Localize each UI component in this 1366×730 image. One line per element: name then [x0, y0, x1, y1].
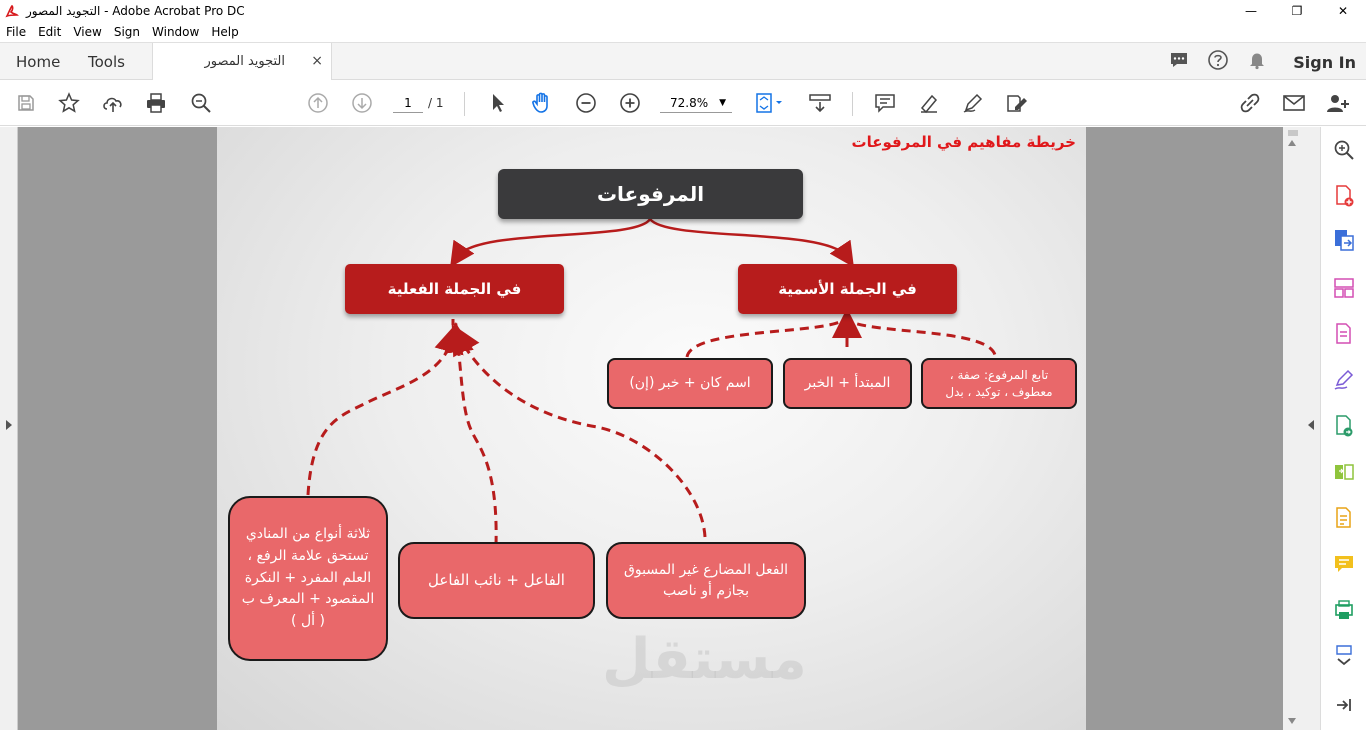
page-down-icon[interactable] [350, 91, 374, 115]
kana-inna-node: اسم كان + خبر (إن) [607, 358, 773, 409]
main-toolbar [0, 80, 1366, 126]
compare-icon[interactable] [1332, 460, 1356, 484]
menu-view[interactable]: View [73, 25, 102, 39]
menu-window[interactable]: Window [152, 25, 200, 39]
page-up-icon[interactable] [306, 91, 330, 115]
fill-sign-icon[interactable] [1332, 368, 1356, 392]
send-review-icon[interactable] [1332, 414, 1356, 438]
menu-edit[interactable]: Edit [38, 25, 62, 39]
toolbar-divider [464, 92, 465, 116]
close-tab-button[interactable]: × [311, 53, 323, 69]
page-number-input[interactable]: 1 [393, 93, 423, 113]
nominal-sentence-node: في الجملة الأسمية [738, 264, 957, 314]
zoom-in-icon[interactable] [618, 91, 642, 115]
bookmark-star-icon[interactable] [57, 91, 81, 115]
comment-icon[interactable] [1332, 552, 1356, 576]
upload-icon[interactable] [101, 91, 125, 115]
menu-file[interactable]: File [6, 25, 27, 39]
search-zoom-icon[interactable] [189, 91, 213, 115]
help-icon[interactable] [1207, 49, 1229, 75]
menu-sign[interactable]: Sign [113, 25, 141, 39]
window-controls [1228, 0, 1366, 22]
connector-verbal-left [308, 337, 453, 495]
scroll-down-icon[interactable] [1288, 717, 1296, 726]
fail-naib-node: الفاعل + نائب الفاعل [398, 542, 595, 619]
scan-icon[interactable] [1332, 506, 1356, 530]
mudari-node: الفعل المضارع غير المسبوق بجازم أو ناصب [606, 542, 806, 619]
highlight-icon[interactable] [917, 91, 941, 115]
comment-icon[interactable] [873, 91, 897, 115]
print-production-icon[interactable] [1332, 598, 1356, 622]
save-icon[interactable] [14, 91, 38, 115]
sign-in-button[interactable]: Sign In [1293, 52, 1356, 72]
read-mode-icon[interactable] [808, 91, 832, 115]
tools-side-panel [1320, 127, 1366, 730]
scroll-up-icon[interactable] [1288, 139, 1296, 148]
root-node: المرفوعات [498, 169, 803, 219]
zoom-level-value: 72.8% [670, 96, 709, 110]
page-total: / 1 [428, 96, 444, 110]
verbal-sentence-node: في الجملة الفعلية [345, 264, 564, 314]
vocative-node: ثلاثة أنواع من المنادي تستحق علامة الرفع ، العلم المفرد + النكرة المقصود + المعرف ب ( أل ) [228, 496, 388, 661]
pdf-page [217, 127, 1086, 730]
mail-icon[interactable] [1282, 91, 1306, 115]
tab-tools[interactable]: Tools [88, 53, 125, 71]
zoom-out-icon[interactable] [574, 91, 598, 115]
close-window-button[interactable]: ✕ [1337, 4, 1349, 18]
tab-bar [0, 42, 1366, 80]
maximize-button[interactable]: ❐ [1291, 4, 1303, 18]
messages-icon[interactable] [1169, 50, 1189, 74]
minimize-button[interactable]: — [1245, 4, 1257, 18]
print-icon[interactable] [144, 91, 168, 115]
menu-help[interactable]: Help [211, 25, 239, 39]
toolbar-divider [852, 92, 853, 116]
add-user-icon[interactable] [1326, 91, 1350, 115]
organize-pages-icon[interactable] [1332, 276, 1356, 300]
fit-page-icon[interactable] [754, 91, 786, 115]
collapse-panel-icon[interactable] [1332, 693, 1356, 717]
mubtada-khabar-node: المبتدأ + الخبر [783, 358, 912, 409]
scrollbar-thumb[interactable] [1288, 130, 1298, 136]
vertical-scrollbar[interactable] [1283, 127, 1302, 730]
marfu-follower-node: تابع المرفوع: صفة ، معطوف ، توكيد ، بدل [921, 358, 1077, 409]
create-pdf-icon[interactable] [1332, 184, 1356, 208]
chevron-down-icon: ▼ [719, 98, 726, 108]
zoom-level-select[interactable] [660, 93, 732, 113]
edit-pdf-icon[interactable] [1332, 322, 1356, 346]
concept-map-title: خريطة مفاهيم في المرفوعات [851, 133, 1076, 151]
window-title: التجويد المصور - Adobe Acrobat Pro DC [26, 4, 245, 18]
expand-left-panel-icon[interactable] [5, 419, 13, 434]
tab-document[interactable] [152, 43, 332, 81]
more-tools-icon[interactable] [1332, 644, 1356, 668]
acrobat-logo-icon [4, 3, 20, 19]
connector-nominal-items [687, 319, 995, 357]
watermark: مستقل [602, 627, 807, 692]
right-panel-toggle[interactable] [1302, 127, 1320, 730]
connector-root-to-nominal [650, 219, 847, 257]
connector-verbal-middle [457, 337, 496, 545]
select-cursor-icon[interactable] [486, 91, 510, 115]
connector-root-to-verbal [457, 219, 650, 257]
export-pdf-icon[interactable] [1332, 228, 1356, 252]
notifications-bell-icon[interactable] [1247, 50, 1267, 74]
account-area [1169, 43, 1356, 81]
menu-bar [0, 22, 1366, 42]
collapse-right-panel-icon[interactable] [1307, 419, 1315, 434]
edit-stamp-icon[interactable] [1005, 91, 1029, 115]
title-bar [0, 0, 1366, 22]
tab-home[interactable]: Home [16, 53, 61, 71]
search-zoom-icon[interactable] [1332, 138, 1356, 162]
hand-icon[interactable] [530, 91, 554, 115]
tab-document-label: التجويد المصور [204, 54, 285, 69]
link-icon[interactable] [1238, 91, 1262, 115]
left-panel-toggle[interactable] [0, 127, 18, 730]
draw-icon[interactable] [961, 91, 985, 115]
